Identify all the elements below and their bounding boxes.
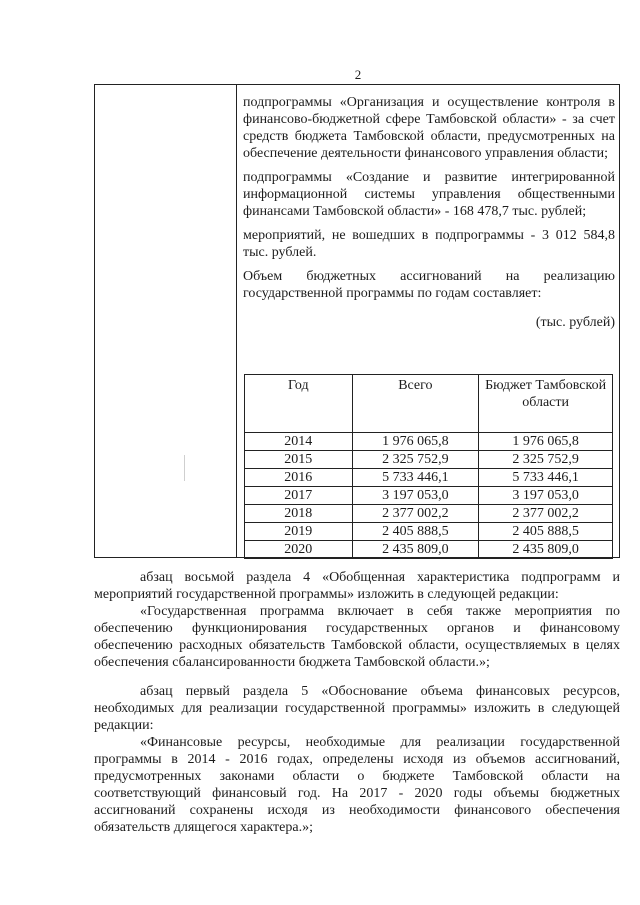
table-row — [245, 523, 613, 541]
cell-total: 2 405 888,5 — [352, 523, 479, 541]
page-number: 2 — [354, 67, 362, 82]
header-total: Всего — [352, 375, 479, 433]
cell-budget: 3 197 053,0 — [479, 487, 613, 505]
passport-right-column — [243, 94, 615, 333]
cell-budget: 2 377 002,2 — [479, 505, 613, 523]
cell-budget: 2 435 809,0 — [479, 541, 613, 559]
allocation-intro-text: Объем бюджетных ассигнований на реализацию государственной программы по годам составляет: — [243, 269, 615, 301]
cell-year: 2019 — [245, 523, 353, 541]
scan-artifact-line — [184, 455, 185, 481]
table-row — [245, 505, 613, 523]
cell-budget: 2 325 752,9 — [479, 451, 613, 469]
cell-budget: 5 733 446,1 — [479, 469, 613, 487]
cell-year: 2015 — [245, 451, 353, 469]
table-row — [245, 487, 613, 505]
cell-budget: 2 405 888,5 — [479, 523, 613, 541]
table-row — [245, 469, 613, 487]
table-header-row — [245, 375, 613, 433]
table-row — [245, 541, 613, 559]
cell-total: 2 377 002,2 — [352, 505, 479, 523]
cell-year: 2018 — [245, 505, 353, 523]
cell-total: 5 733 446,1 — [352, 469, 479, 487]
subprogram-control-text: подпрограммы «Организация и осуществление контроля в финансово-бюджетной сфере Тамбовской области» - за счет средств бюджета Тамбовской области, предусмотренных на обеспечение деятельности финансового управления области; — [243, 95, 615, 161]
amendment-section5-intro: абзац первый раздела 5 «Обоснование объема финансовых ресурсов, необходимых для реализации государственной программы» изложить в следующей редакции: — [94, 684, 620, 733]
cell-total: 3 197 053,0 — [352, 487, 479, 505]
amendment-body-text — [94, 569, 620, 836]
cell-year: 2014 — [245, 433, 353, 451]
cell-total: 1 976 065,8 — [352, 433, 479, 451]
amendment-section4-intro: абзац восьмой раздела 4 «Обобщенная характеристика подпрограмм и мероприятий государственной программы» изложить в следующей редакции: — [94, 570, 620, 602]
header-regional-budget: Бюджет Тамбовской области — [479, 375, 613, 433]
table-row — [245, 433, 613, 451]
amendment-section5-text: «Финансовые ресурсы, необходимые для реализации государственной программы в 2014 - 2016 годах, определены исходя из объемов ассигнований, предусмотренных законами области о бюджете Тамбовской области на соответствующий финансовый год. На 2017 - 2020 годы объемы бюджетных ассигнований сохранены исходя из необходимости финансового обеспечения обязательств длящегося характера.»; — [94, 735, 620, 835]
table-row — [245, 451, 613, 469]
passport-column-divider — [236, 84, 237, 558]
subprogram-is-text: подпрограммы «Создание и развитие интегрированной информационной системы управления общественными финансами Тамбовской области» - 168 478,7 тыс. рублей; — [243, 170, 615, 219]
budget-by-year-table — [244, 374, 613, 559]
header-year: Год — [245, 375, 353, 433]
other-measures-text: мероприятий, не вошедших в подпрограммы - 3 012 584,8 тыс. рублей. — [243, 228, 615, 260]
cell-total: 2 435 809,0 — [352, 541, 479, 559]
cell-year: 2020 — [245, 541, 353, 559]
cell-budget: 1 976 065,8 — [479, 433, 613, 451]
units-label: (тыс. рублей) — [535, 315, 615, 330]
cell-total: 2 325 752,9 — [352, 451, 479, 469]
amendment-section4-text: «Государственная программа включает в себя также мероприятия по обеспечению функционирования государственных органов и финансовому обеспечению расходных обязательств Тамбовской области, осуществляемых в целях обеспечения сбалансированности бюджета Тамбовской области.»; — [94, 604, 620, 670]
cell-year: 2016 — [245, 469, 353, 487]
cell-year: 2017 — [245, 487, 353, 505]
